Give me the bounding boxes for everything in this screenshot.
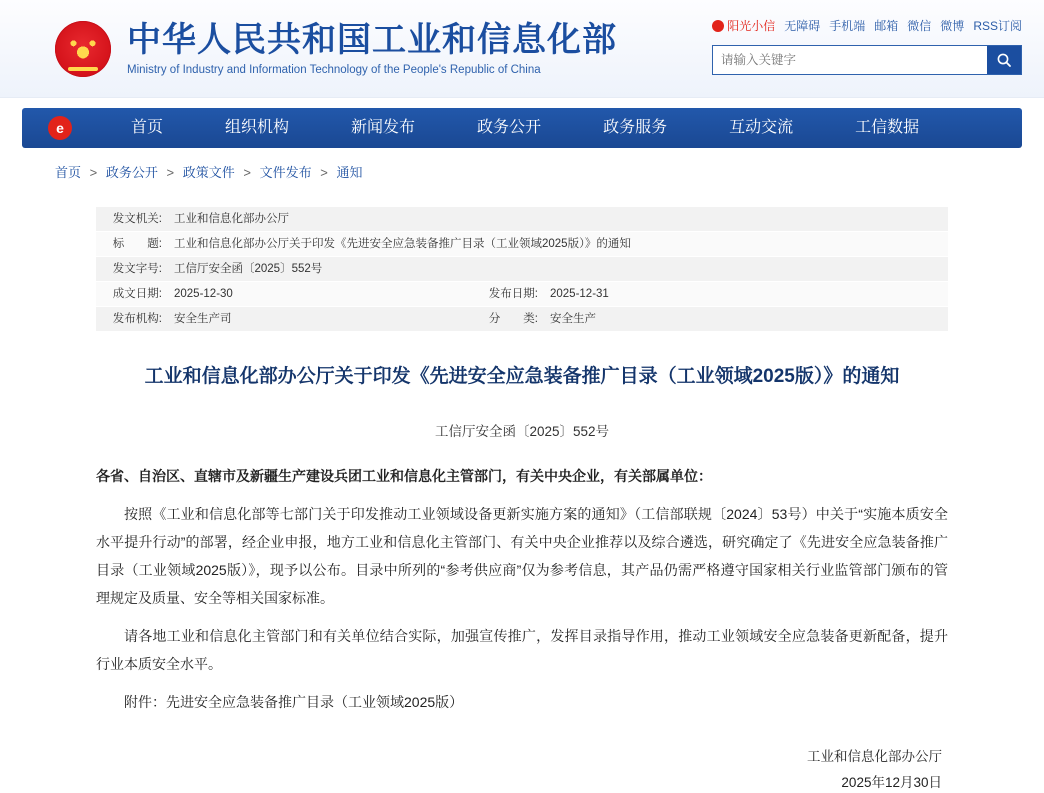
breadcrumb bbox=[0, 148, 1044, 181]
breadcrumb-item-1[interactable]: 政务公开 bbox=[105, 165, 158, 180]
meta-label-publisher: 发布机构: bbox=[96, 307, 168, 332]
document-body bbox=[96, 462, 948, 716]
site-title-en: Ministry of Industry and Information Technology of the People's Republic of China bbox=[127, 63, 541, 76]
top-link-sunshine[interactable]: 阳光小信 bbox=[712, 18, 775, 34]
meta-value-issuer: 工业和信息化部办公厅 bbox=[168, 207, 948, 232]
breadcrumb-separator: > bbox=[89, 165, 98, 180]
document-paragraph-1: 按照《工业和信息化部等七部门关于印发推动工业领域设备更新实施方案的通知》（工信部联规〔2024〕53号）中关于“实施本质安全水平提升行动”的部署，经企业申报，地方工业和信息化主管部门、有关中央企业推荐以及综合遴选，研究确定了《先进安全应急装备推广目录（工业领域2025版）》，现予以公布。目录中所列的“参考供应商”仅为参考信息，其产品仍需严格遵守国家相关行业监管部门颁布的管理规定及质量、安全等相关国家标准。 bbox=[96, 506, 948, 606]
table-row bbox=[96, 307, 948, 332]
meta-label-title: 标 题: bbox=[96, 232, 168, 257]
table-row bbox=[96, 257, 948, 282]
meta-label-category: 分 类: bbox=[468, 307, 544, 332]
site-title-block bbox=[127, 20, 617, 78]
table-row bbox=[96, 282, 948, 307]
document-number: 工信厅安全函〔2025〕552号 bbox=[434, 424, 610, 439]
meta-label-publish-date: 发布日期: bbox=[468, 282, 544, 307]
meta-label-issuer: 发文机关: bbox=[96, 207, 168, 232]
top-link-wechat[interactable]: 微信 bbox=[907, 19, 932, 33]
meta-label-written-date: 成文日期: bbox=[96, 282, 168, 307]
meta-value-publisher: 安全生产司 bbox=[168, 307, 468, 332]
search-bar bbox=[712, 45, 1022, 75]
document-paragraph-2: 请各地工业和信息化主管部门和有关单位结合实际，加强宣传推广，发挥目录指导作用，推动工业领域安全应急装备更新配备，提升行业本质安全水平。 bbox=[96, 628, 948, 672]
top-links bbox=[712, 18, 1022, 34]
meta-value-category: 安全生产 bbox=[544, 307, 948, 332]
top-link-weibo[interactable]: 微博 bbox=[940, 19, 965, 33]
nav-item-government-affairs[interactable]: 政务公开 bbox=[477, 119, 542, 136]
main-nav bbox=[22, 108, 1022, 148]
header-right bbox=[712, 18, 1022, 75]
table-row bbox=[96, 207, 948, 232]
top-link-rss[interactable]: RSS订阅 bbox=[973, 19, 1022, 33]
table-row bbox=[96, 232, 948, 257]
document-salutation: 各省、自治区、直辖市及新疆生产建设兵团工业和信息化主管部门，有关中央企业，有关部属单位： bbox=[96, 468, 712, 484]
document-attachment[interactable]: 附件：先进安全应急装备推广目录（工业领域2025版） bbox=[124, 694, 464, 710]
signature-org: 工业和信息化部办公厅 bbox=[807, 749, 942, 764]
breadcrumb-item-2[interactable]: 政策文件 bbox=[182, 165, 235, 180]
meta-value-publish-date: 2025-12-31 bbox=[544, 282, 948, 307]
nav-item-interaction[interactable]: 互动交流 bbox=[729, 119, 794, 136]
breadcrumb-item-0[interactable]: 首页 bbox=[55, 165, 82, 180]
meta-value-title: 工业和信息化部办公厅关于印发《先进安全应急装备推广目录（工业领域2025版）》的通知 bbox=[168, 232, 948, 257]
page-title: 工业和信息化部办公厅关于印发《先进安全应急装备推广目录（工业领域2025版）》的通知 bbox=[144, 366, 900, 387]
nav-logo-icon: e bbox=[48, 116, 72, 140]
sun-icon bbox=[712, 20, 724, 32]
document-meta-table bbox=[96, 207, 948, 332]
meta-value-docnumber: 工信厅安全函〔2025〕552号 bbox=[168, 257, 948, 282]
meta-value-written-date: 2025-12-30 bbox=[168, 282, 468, 307]
search-icon bbox=[996, 52, 1012, 68]
site-header bbox=[0, 0, 1044, 98]
breadcrumb-item-3[interactable]: 文件发布 bbox=[259, 165, 312, 180]
content-area bbox=[0, 207, 1044, 793]
national-emblem-icon bbox=[55, 21, 111, 77]
meta-label-docnumber: 发文字号: bbox=[96, 257, 168, 282]
search-button[interactable] bbox=[987, 46, 1021, 74]
breadcrumb-item-4[interactable]: 通知 bbox=[336, 165, 363, 180]
top-link-accessibility[interactable]: 无障碍 bbox=[784, 19, 821, 33]
nav-item-home[interactable]: 首页 bbox=[131, 119, 164, 136]
top-link-mobile[interactable]: 手机端 bbox=[829, 19, 866, 33]
nav-item-news[interactable]: 新闻发布 bbox=[351, 119, 416, 136]
nav-item-services[interactable]: 政务服务 bbox=[603, 119, 668, 136]
document-signature bbox=[96, 744, 948, 793]
breadcrumb-separator: > bbox=[243, 165, 251, 180]
nav-item-organization[interactable]: 组织机构 bbox=[225, 119, 290, 136]
nav-wrapper bbox=[0, 98, 1044, 148]
signature-date: 2025年12月30日 bbox=[841, 775, 942, 790]
site-title-cn: 中华人民共和国工业和信息化部 bbox=[127, 20, 617, 59]
breadcrumb-separator: > bbox=[320, 165, 328, 180]
top-link-mail[interactable]: 邮箱 bbox=[874, 19, 899, 33]
nav-item-data[interactable]: 工信数据 bbox=[855, 119, 920, 136]
search-input[interactable] bbox=[713, 46, 987, 74]
breadcrumb-separator: > bbox=[166, 165, 175, 180]
